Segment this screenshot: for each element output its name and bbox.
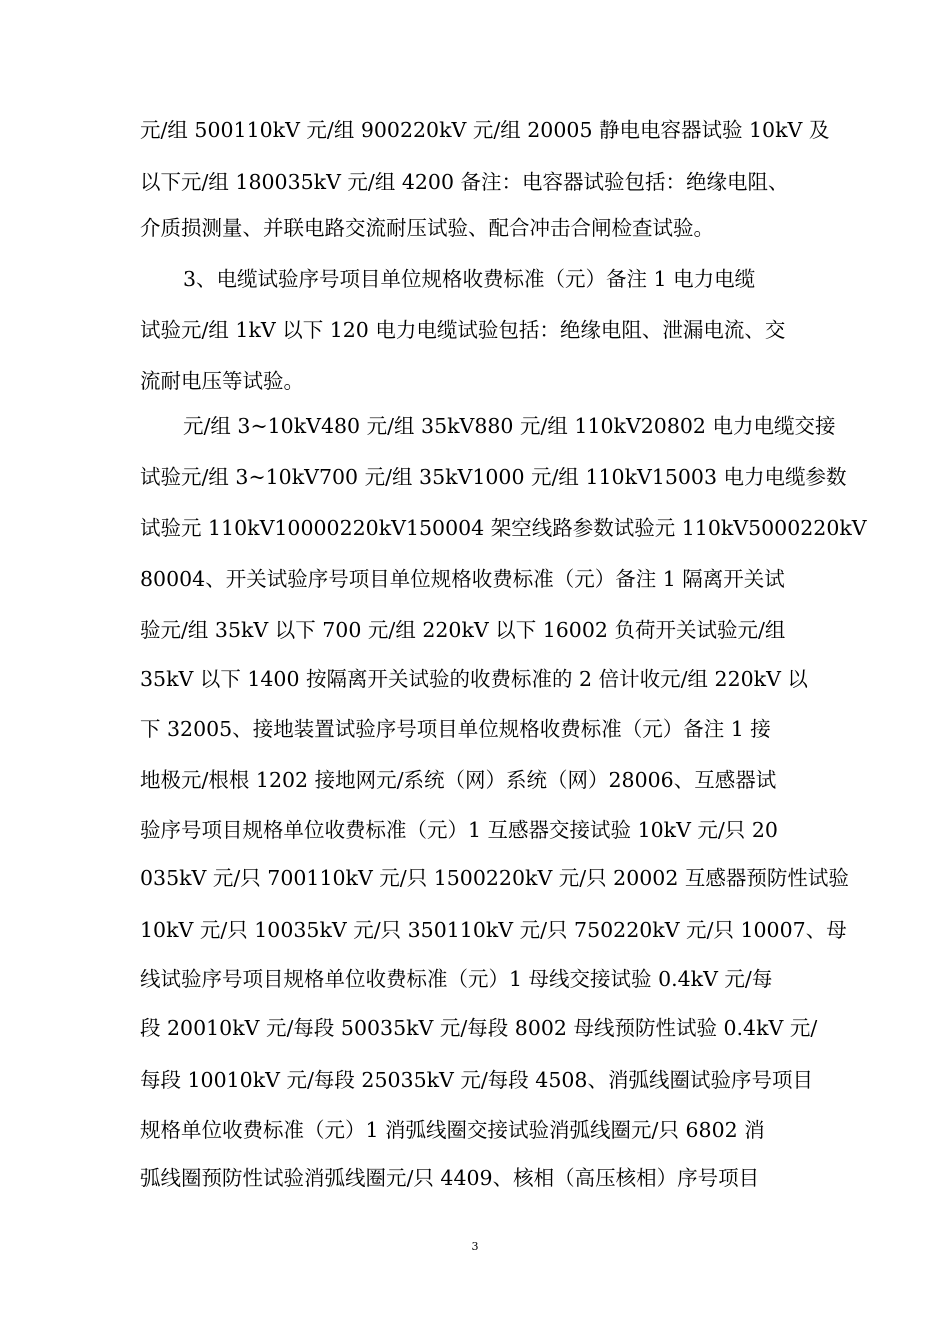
text-line: 验元/组 35kV 以下 700 元/组 220kV 以下 16002 负荷开关试验元/组 — [140, 618, 786, 642]
text-line: 介质损测量、并联电路交流耐压试验、配合冲击合闸检查试验。 — [140, 216, 714, 240]
text-line: 弧线圈预防性试验消弧线圈元/只 4409、核相（高压核相）序号项目 — [140, 1166, 760, 1190]
text-line: 试验元 110kV10000220kV150004 架空线路参数试验元 110kV5000220kV — [140, 516, 867, 540]
text-line: 035kV 元/只 700110kV 元/只 1500220kV 元/只 20002 互感器预防性试验 — [140, 866, 849, 890]
page-number: 3 — [471, 1240, 479, 1253]
text-line: 线试验序号项目规格单位收费标准（元）1 母线交接试验 0.4kV 元/每 — [140, 967, 773, 991]
text-line: 3、电缆试验序号项目单位规格收费标准（元）备注 1 电力电缆 — [183, 267, 756, 291]
text-line: 10kV 元/只 10035kV 元/只 350110kV 元/只 750220kV 元/只 10007、母 — [140, 918, 847, 942]
text-line: 元/组 500110kV 元/组 900220kV 元/组 20005 静电电容器试验 10kV 及 — [140, 118, 830, 142]
text-line: 试验元/组 3~10kV700 元/组 35kV1000 元/组 110kV15003 电力电缆参数 — [140, 465, 847, 489]
text-line: 80004、开关试验序号项目单位规格收费标准（元）备注 1 隔离开关试 — [140, 567, 785, 591]
text-line: 每段 10010kV 元/每段 25035kV 元/每段 4508、消弧线圈试验序号项目 — [140, 1068, 813, 1092]
text-line: 35kV 以下 1400 按隔离开关试验的收费标准的 2 倍计收元/组 220kV 以 — [140, 667, 808, 691]
text-line: 地极元/根根 1202 接地网元/系统（网）系统（网）28006、互感器试 — [140, 768, 777, 792]
text-line: 试验元/组 1kV 以下 120 电力电缆试验包括：绝缘电阻、泄漏电流、交 — [140, 318, 786, 342]
text-line: 以下元/组 180035kV 元/组 4200 备注：电容器试验包括：绝缘电阻、 — [140, 170, 789, 194]
text-line: 下 32005、接地装置试验序号项目单位规格收费标准（元）备注 1 接 — [140, 717, 771, 741]
text-line: 流耐电压等试验。 — [140, 369, 304, 393]
text-line: 验序号项目规格单位收费标准（元）1 互感器交接试验 10kV 元/只 20 — [140, 818, 778, 842]
text-line: 元/组 3~10kV480 元/组 35kV880 元/组 110kV20802 电力电缆交接 — [183, 414, 836, 438]
text-line: 规格单位收费标准（元）1 消弧线圈交接试验消弧线圈元/只 6802 消 — [140, 1118, 765, 1142]
text-line: 段 20010kV 元/每段 50035kV 元/每段 8002 母线预防性试验 0.4kV 元/ — [140, 1016, 818, 1040]
